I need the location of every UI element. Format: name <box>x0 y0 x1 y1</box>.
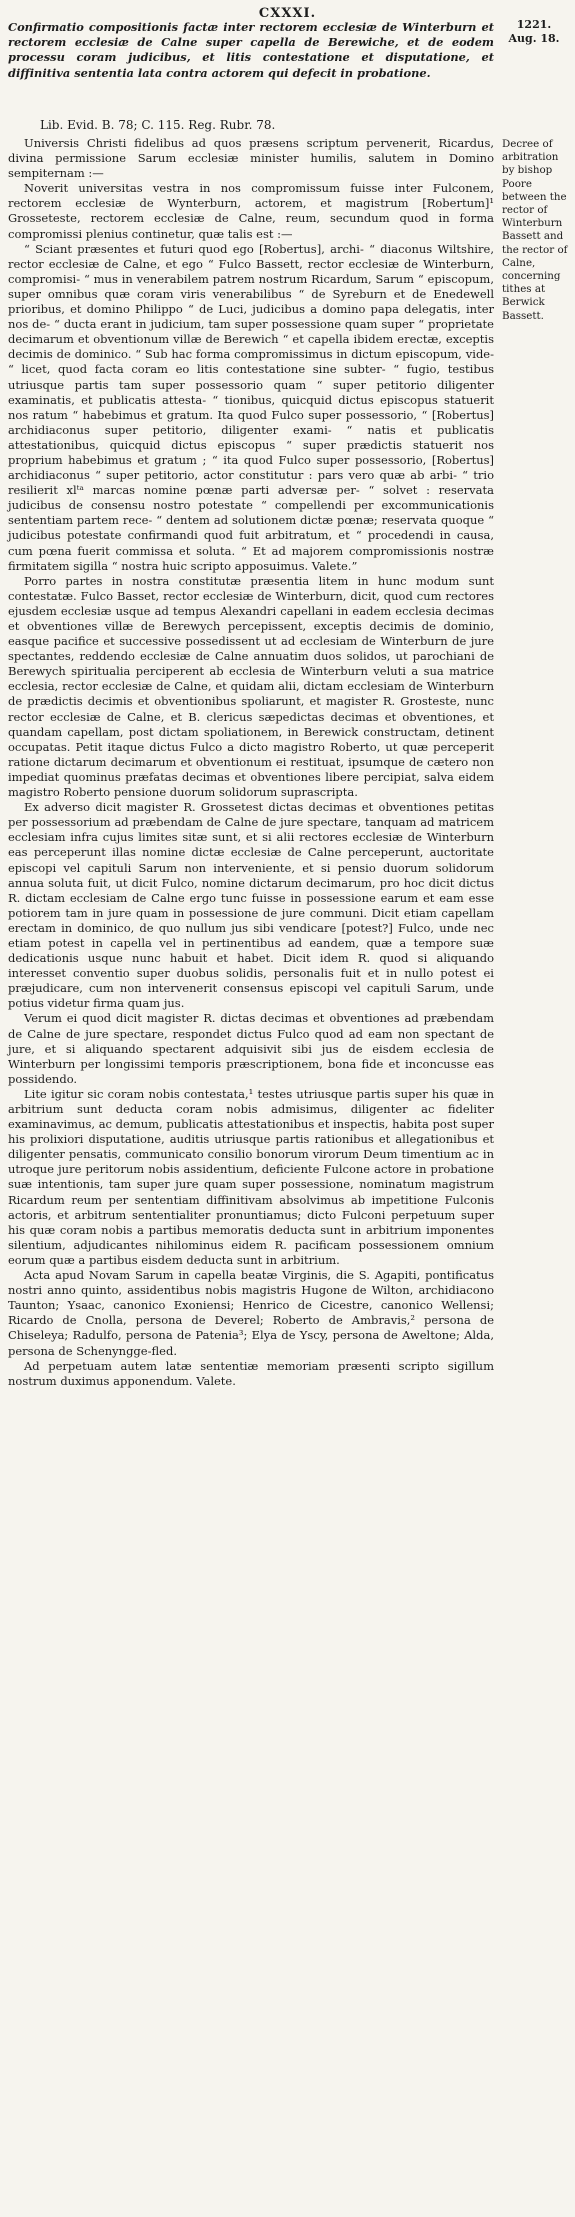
paragraph: Acta apud Novam Sarum in capella beatæ Virginis, die S. Agapiti, pontificatus nostri anno quinto, assidentibus nobis magistris Hugone de Wilton, archidiacono Taunton; Ysaac, canonico Exoniensi; Henrico de Cicestre, canonico Wellensi; Ricardo de Cnolla, persona de Deverel; Roberto de Ambravis,² persona de Chiseleya; Radulfo, persona de Patenia³; Elya de Yscy, persona de Aweltone; Alda, persona de Schenyngge-fled. <box>8 1268 494 1358</box>
paragraph: Universis Christi fidelibus ad quos præsens scriptum pervenerit, Ricardus, divina permissione Sarum ecclesiæ minister humilis, salutem in Domino sempiternam :— <box>8 136 494 181</box>
source-reference: Lib. Evid. B. 78; C. 115. Reg. Rubr. 78. <box>40 118 276 132</box>
date-year: 1221. <box>516 18 552 31</box>
paragraph: Ex adverso dicit magister R. Grossetest dictas decimas et obventiones petitas per possessorium ad præbendam de Calne de jure spectare, tanquam ad matricem ecclesiam infra cujus limites sitæ sunt, et si alii rectores ecclesiæ de Winterburn eas perceperunt illas nomine dictæ ecclesiæ de Calne perceperunt, auctoritate episcopi vel capituli Sarum non interveniente, et si pensio duorum solidorum annua soluta fuit, ut dicit Fulco, nomine dictarum decimarum, pro hoc dicit dictus R. dictam ecclesiam de Calne ergo tunc fuisse in possessione earum et eam esse potiorem tam in jure quam in possessione de jure communi. Dicit etiam capellam erectam in dominico, de quo nullum jus sibi vendicare [potest?] Fulco, unde nec etiam potest in capella vel in pertinentibus ad eandem, quæ a tempore suæ dedicationis usque nunc habuit et habet. Dicit idem R. quod si aliquando interesset conventio super duobus solidis, personalis fuit et in nullo potest ei præjudicare, cum non intervenerit consensus episcopi vel capituli Sarum, unde potius videtur firma quam jus. <box>8 800 494 1011</box>
date-day: Aug. 18. <box>508 32 560 45</box>
paragraph: “ Sciant præsentes et futuri quod ego [Robertus], archi- “ diaconus Wiltshire, rector ecclesiæ de Calne, et ego “ Fulco Bassett, rector ecclesiæ de Winterburn, compromisi- “ mus in venerabilem patrem nostrum Ricardum, Sarum “ episcopum, super omnibus quæ coram viris venerabilibus “ de Syreburn et de Enedewell prioribus, et domino Philippo “ de Luci, judicibus a domino papa delegatis, inter nos de- “ ducta erant in judicium, tam super possessione quam super “ proprietate decimarum et obventionum villæ de Berewich “ et capella ibidem erectæ, exceptis decimis de dominico. “ Sub hac forma compromissimus in dictum episcopum, vide- “ licet, quod facta coram eo litis contestatione sine subter- “ fugio, testibus utriusque partis tam super possessorio quam “ super petitorio diligenter examinatis, et publicatis attesta- “ tionibus, quicquid dictus episcopus statuerit nos ratum “ habebimus et gratum. Ita quod Fulco super possessorio, “ [Robertus] archidiaconus super petitorio, diligenter exami- “ natis et publicatis attestationibus, quicquid dictus episcopus “ super prædictis statuerit nos proprium habebimus et gratum ; “ ita quod Fulco super possessorio, [Robertus] archidiaconus “ super petitorio, actor constitutur : pars vero quæ ab arbi- “ trio resilierit xlᵗᵃ marcas nomine pœnæ parti adversæ per- “ solvet : reservata judicibus de consensu nostro potestate “ compellendi per excommunicationis sententiam partem rece- “ dentem ad solutionem dictæ pœnæ; reservata quoque “ judicibus potestate confirmandi quod fuit arbitratum, et “ procedendi in causa, cum pœna fuerit commissa et soluta. “ Et ad majorem compromissionis nostræ firmitatem sigilla “ nostra huic scripto apposuimus. Valete.” <box>8 241 494 573</box>
paragraph: Noverit universitas vestra in nos compromissum fuisse inter Fulconem, rectorem ecclesiæ de Wynterburn, actorem, et magistrum [Robertum]¹ Grosseteste, rectorem ecclesiæ de Calne, reum, secundum quod in forma compromissi plenius continetur, quæ talis est :— <box>8 181 494 241</box>
paragraph: Lite igitur sic coram nobis contestata,¹ testes utriusque partis super his quæ in arbitrium sunt deducta coram nobis admisimus, diligenter ac fideliter examinavimus, ac demum, publicatis attestationibus et inspectis, habita post super his prolixiori disputatione, auditis utriusque partis rationibus et allegationibus et diligenter pensatis, communicato consilio bonorum virorum Deum timentium ac in utroque jure peritorum nobis assidentium, deficiente Fulcone actore in probatione suæ intentionis, tam super jure quam super possessione, nominatum magistrum Ricardum reum per sententiam diffinitivam absolvimus ab impetitione Fulconis actoris, et arbitrum sententialiter pronuntiamus; dicto Fulconi perpetuum super his quæ coram nobis a partibus memoratis deducta sunt in arbitrium imponentes silentium, adjudicantes nihilominus eidem R. pacificam possessionem omnium eorum quæ a partibus eisdem deducta sunt in arbitrium. <box>8 1086 494 1267</box>
paragraph: Ad perpetuam autem latæ sententiæ memoriam præsenti scripto sigillum nostrum duximus apponendum. Valete. <box>8 1358 494 1388</box>
margin-note: Decree of arbitration by bishop Poore between the rector of Winterburn Bassett and the rector of Calne, concerning tithes at Berwick Bassett. <box>502 138 568 322</box>
charter-date <box>504 18 564 46</box>
paragraph: Porro partes in nostra constitutæ præsentia litem in hunc modum sunt contestatæ. Fulco Basset, rector ecclesiæ de Winterburn, dicit, quod cum rectores ejusdem ecclesiæ usque ad tempus Alexandri capellani in eadem ecclesia decimas et obventiones villæ de Berewych percepissent, exceptis decimis de dominio, easque pacifice et successive possedissent ut ad ecclesiam de Winterburn de jure spectantes, reddendo ecclesiæ de Calne annuatim duos solidos, ut parochiani de Berewych spiritualia perciperent ab ecclesia de Winterburn veluti a sua matrice ecclesia, rector ecclesiæ de Calne, et quidam alii, dictam ecclesiam de Winterburn de prædictis decimis et obventionibus spoliarunt, et magister R. Grosteste, nunc rector ecclesiæ de Calne, et B. clericus sæpedictas decimas et obventiones, et quandam capellam, post dictam spoliationem, in Berewick constructam, detinent occupatas. Petit itaque dictus Fulco a dicto magistro Roberto, ut quæ perceperit ratione dictarum decimarum et obventionum ei restituat, ipsumque de cætero non impediat quominus præfatas decimas et obventiones libere percipiat, salva eidem magistro Roberto pensione duorum solidorum suprascripta. <box>8 573 494 800</box>
charter-number: CXXXI. <box>258 6 317 21</box>
charter-text <box>8 136 494 1389</box>
paragraph: Verum ei quod dicit magister R. dictas decimas et obventiones ad præbendam de Calne de jure spectare, respondet dictus Fulco quod ad eam non spectant de jure, et si aliquando spectarent adquisivit sibi jus de eisdem ecclesia de Winterburn per longissimi temporis præscriptionem, bona fide et inconcusse eas possidendo. <box>8 1011 494 1086</box>
charter-rubric: Confirmatio compositionis factæ inter rectorem ecclesiæ de Winterburn et rectorem ecclesiæ de Calne super capella de Berewiche, et de eodem processu coram judicibus, et litis contestatione et disputatione, et diffinitiva sententia lata contra actorem qui defecit in probatione. <box>8 20 494 80</box>
